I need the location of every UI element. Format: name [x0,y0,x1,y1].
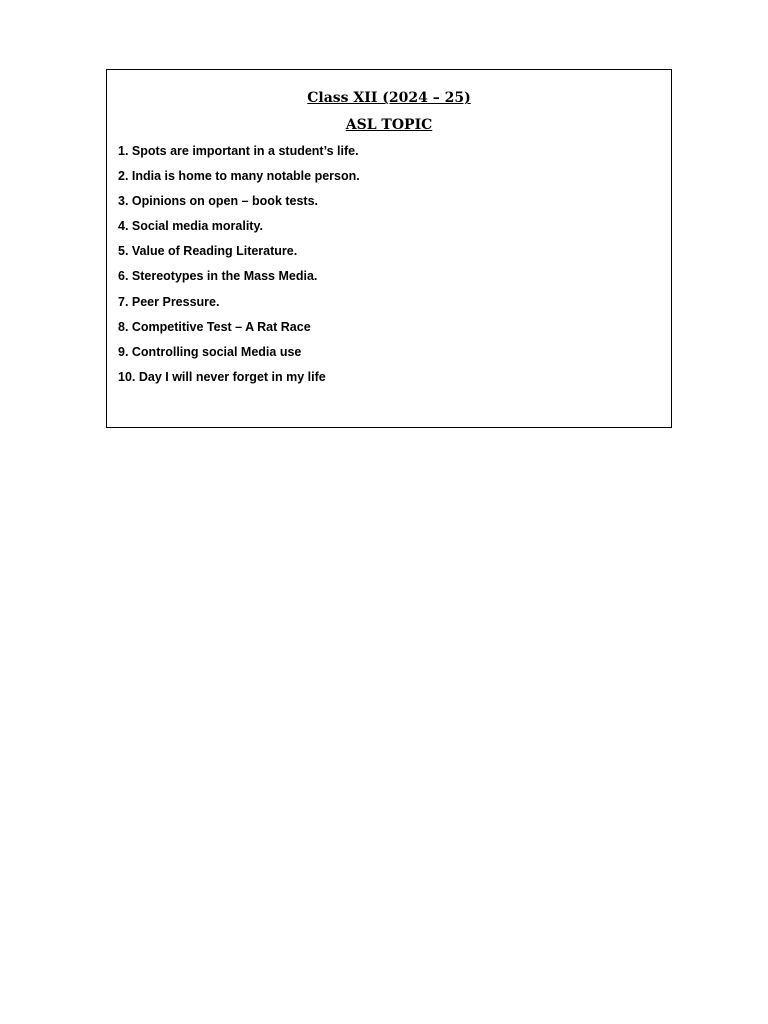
topic-item-2: 2. India is home to many notable person. [118,169,360,184]
topic-item-10: 10. Day I will never forget in my life [118,369,326,384]
topic-item-8: 8. Competitive Test – A Rat Race [118,319,311,334]
topic-item-4: 4. Social media morality. [118,219,263,234]
topic-item-1: 1. Spots are important in a student’s life. [118,144,359,158]
document-title: Class XII (2024 – 25) [307,90,471,106]
topic-item-5: 5. Value of Reading Literature. [118,244,298,259]
topic-item-9: 9. Controlling social Media use [118,344,302,359]
topic-item-6: 6. Stereotypes in the Mass Media. [118,269,318,284]
topic-item-3: 3. Opinions on open – book tests. [118,194,319,209]
topic-box [106,69,672,428]
document-subtitle: ASL TOPIC [345,117,433,133]
topic-list [118,141,360,392]
topic-item-7: 7. Peer Pressure. [118,294,220,309]
